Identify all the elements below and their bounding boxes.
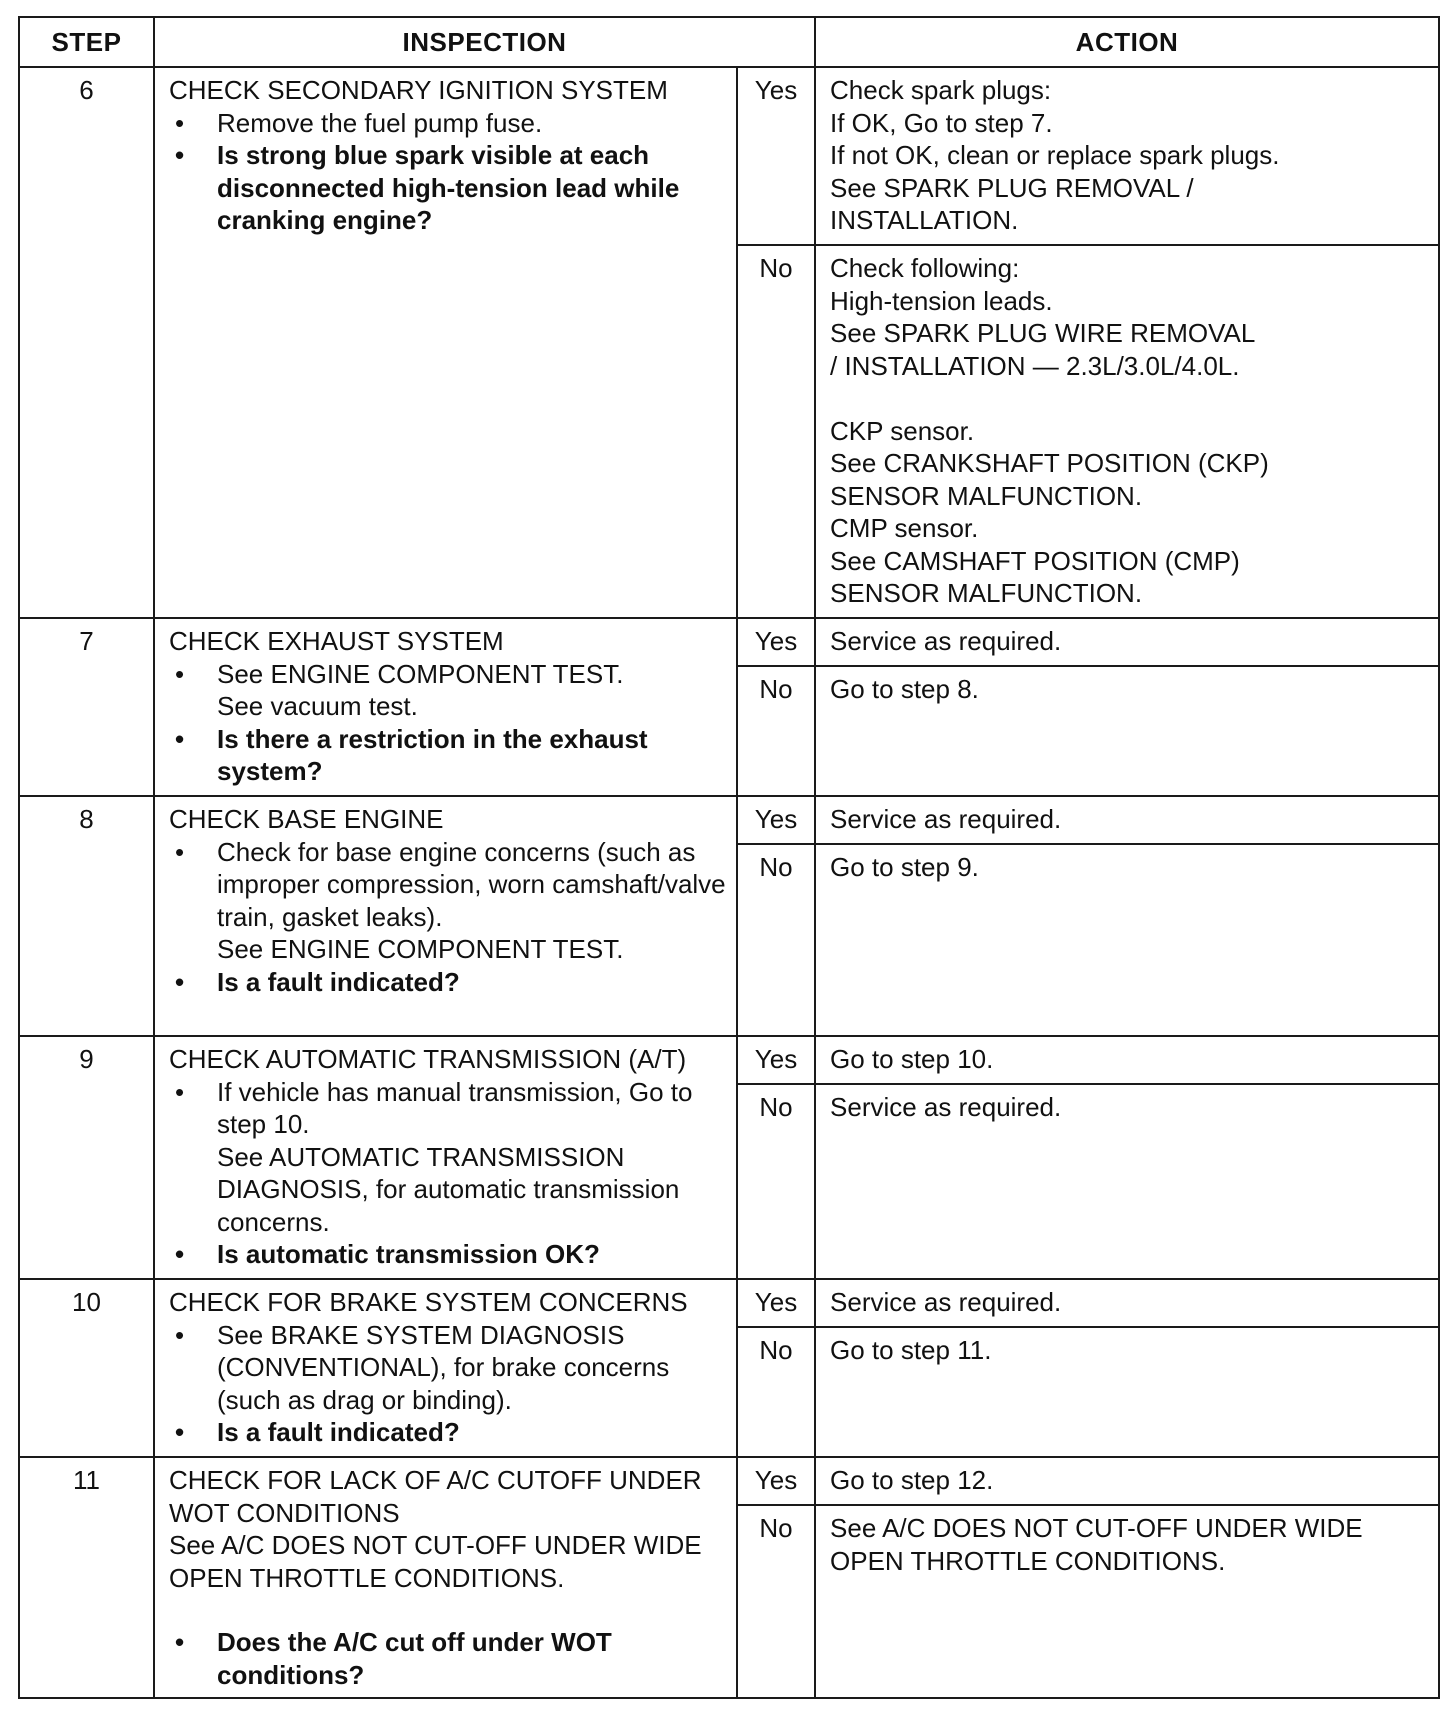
bullet-item: • Check for base engine concerns (such as improper compression, worn camshaft/valve train, gasket leaks). See ENGINE COMPONENT TEST. xyxy=(169,836,726,966)
bullet-question: • Is a fault indicated? xyxy=(169,1416,726,1449)
inspection-reference: See A/C DOES NOT CUT-OFF UNDER WIDE OPEN THROTTLE CONDITIONS. xyxy=(169,1530,702,1593)
yes-label: Yes xyxy=(737,1036,815,1084)
yes-label: Yes xyxy=(737,67,815,245)
bullet-icon: • xyxy=(175,1319,185,1350)
bullet-question: • Does the A/C cut off under WOT conditions? xyxy=(169,1626,726,1691)
header-action: ACTION xyxy=(815,17,1439,67)
no-label: No xyxy=(737,666,815,796)
no-label: No xyxy=(737,844,815,1036)
yes-label: Yes xyxy=(737,1457,815,1505)
yes-label: Yes xyxy=(737,618,815,666)
bullet-icon: • xyxy=(175,658,185,689)
bullet-item: • See ENGINE COMPONENT TEST. See vacuum test. xyxy=(169,658,726,723)
no-label: No xyxy=(737,1084,815,1279)
yes-action: Check spark plugs: If OK, Go to step 7. If not OK, clean or replace spark plugs. See SPARK PLUG REMOVAL / INSTALLATION. xyxy=(815,67,1439,245)
bullet-question: • Is there a restriction in the exhaust system? xyxy=(169,723,726,788)
inspection-cell xyxy=(154,1457,737,1698)
no-action: Service as required. xyxy=(815,1084,1439,1279)
no-action: Go to step 9. xyxy=(815,844,1439,1036)
inspection-title: CHECK FOR BRAKE SYSTEM CONCERNS xyxy=(169,1287,688,1317)
yes-action: Go to step 10. xyxy=(815,1036,1439,1084)
header-inspection: INSPECTION xyxy=(154,17,815,67)
bullet-item: • See BRAKE SYSTEM DIAGNOSIS (CONVENTIONAL), for brake concerns (such as drag or binding). xyxy=(169,1319,726,1417)
inspection-cell xyxy=(154,1036,737,1279)
bullet-icon: • xyxy=(175,1627,185,1657)
step-row-9-yes xyxy=(19,1036,1439,1084)
bullet-icon: • xyxy=(175,1239,185,1269)
diagnostic-table xyxy=(18,16,1440,1699)
no-action: See A/C DOES NOT CUT-OFF UNDER WIDE OPEN THROTTLE CONDITIONS. xyxy=(815,1505,1439,1698)
bullet-question: • Is a fault indicated? xyxy=(169,966,726,999)
bullet-icon: • xyxy=(175,966,185,997)
step-number: 8 xyxy=(19,796,154,1036)
no-label: No xyxy=(737,1505,815,1698)
yes-action: Service as required. xyxy=(815,1279,1439,1327)
inspection-title: CHECK FOR LACK OF A/C CUTOFF UNDER WOT CONDITIONS xyxy=(169,1465,702,1528)
step-number: 10 xyxy=(19,1279,154,1457)
bullet-icon: • xyxy=(175,140,185,170)
step-number: 6 xyxy=(19,67,154,618)
step-row-6-yes xyxy=(19,67,1439,245)
inspection-title: CHECK AUTOMATIC TRANSMISSION (A/T) xyxy=(169,1044,687,1074)
inspection-cell xyxy=(154,796,737,1036)
bullet-icon: • xyxy=(175,1076,185,1107)
inspection-title: CHECK SECONDARY IGNITION SYSTEM xyxy=(169,75,668,105)
yes-action: Service as required. xyxy=(815,796,1439,844)
yes-label: Yes xyxy=(737,796,815,844)
step-number: 11 xyxy=(19,1457,154,1698)
yes-action: Go to step 12. xyxy=(815,1457,1439,1505)
step-row-10-yes xyxy=(19,1279,1439,1327)
bullet-item: • Remove the fuel pump fuse. xyxy=(169,107,726,140)
bullet-icon: • xyxy=(175,723,185,754)
step-number: 7 xyxy=(19,618,154,796)
inspection-cell xyxy=(154,1279,737,1457)
step-row-8-yes xyxy=(19,796,1439,844)
header-step: STEP xyxy=(19,17,154,67)
step-row-7-yes xyxy=(19,618,1439,666)
step-number: 9 xyxy=(19,1036,154,1279)
step-row-11-yes xyxy=(19,1457,1439,1505)
bullet-question: • Is strong blue spark visible at each disconnected high-tension lead while cranking engine? xyxy=(169,139,726,237)
bullet-item: • If vehicle has manual transmission, Go to step 10. See AUTOMATIC TRANSMISSION DIAGNOSIS, for automatic transmission concerns. xyxy=(169,1076,726,1239)
bullet-icon: • xyxy=(175,107,185,138)
yes-action: Service as required. xyxy=(815,618,1439,666)
yes-label: Yes xyxy=(737,1279,815,1327)
inspection-title: CHECK BASE ENGINE xyxy=(169,804,444,834)
header-row xyxy=(19,17,1439,67)
no-action: Check following: High-tension leads. See SPARK PLUG WIRE REMOVAL / INSTALLATION — 2.3L/3.0L/4.0L. CKP sensor. See CRANKSHAFT POSITION (CKP) SENSOR MALFUNCTION. CMP sensor. See CAMSHAFT POSITION (CMP) SENSOR MALFUNCTION. xyxy=(815,245,1439,618)
spacer xyxy=(169,1594,726,1626)
no-label: No xyxy=(737,1327,815,1457)
inspection-title: CHECK EXHAUST SYSTEM xyxy=(169,626,504,656)
no-label: No xyxy=(737,245,815,618)
no-action: Go to step 11. xyxy=(815,1327,1439,1457)
bullet-icon: • xyxy=(175,836,185,867)
bullet-question: • Is automatic transmission OK? xyxy=(169,1238,726,1271)
bullet-icon: • xyxy=(175,1417,185,1447)
inspection-cell xyxy=(154,618,737,796)
no-action: Go to step 8. xyxy=(815,666,1439,796)
inspection-cell xyxy=(154,67,737,618)
